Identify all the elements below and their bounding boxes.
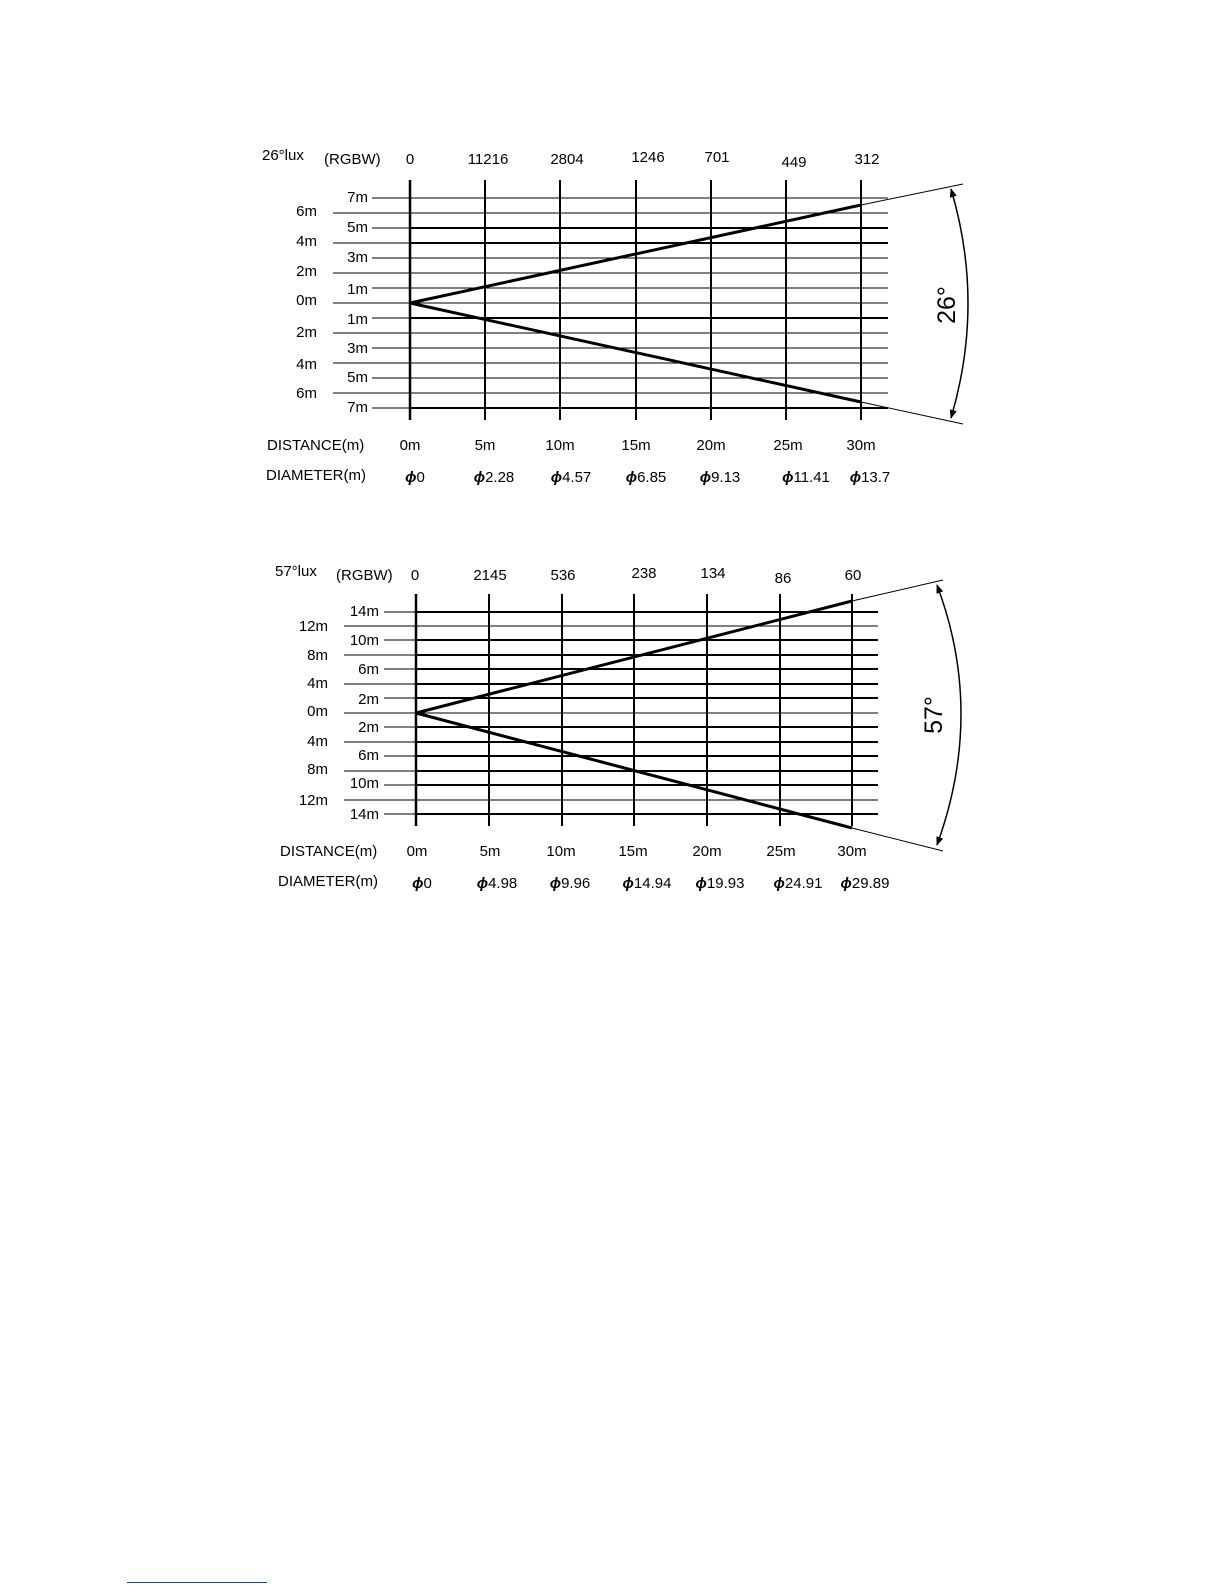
left-scale-label: 12m [298, 792, 328, 809]
distance-value: 5m [479, 843, 501, 860]
diameter-value: ϕ0 [405, 469, 425, 486]
diameter-value: ϕ4.98 [476, 875, 518, 892]
diameter-value: ϕ9.13 [699, 469, 741, 486]
distance-value: 20m [692, 843, 722, 860]
left-scale-label: 6m [296, 385, 317, 402]
diameter-value: ϕ13.7 [849, 469, 891, 486]
inner-scale-label: 14m [349, 806, 379, 823]
lux-value: 0 [405, 151, 415, 168]
inner-scale-label: 5m [347, 369, 368, 386]
lux-value: 536 [550, 567, 576, 584]
inner-scale-label: 7m [347, 399, 368, 416]
lux-value: 238 [631, 565, 657, 582]
lux-label: 57°lux [275, 563, 317, 580]
left-scale-label: 2m [296, 263, 317, 280]
distance-value: 10m [546, 843, 576, 860]
rgbw-label: (RGBW) [336, 567, 393, 584]
left-scale-label: 12m [298, 618, 328, 635]
distance-value: 0m [406, 843, 428, 860]
diameter-value: ϕ4.57 [550, 469, 592, 486]
left-scale-label: 6m [296, 203, 317, 220]
distance-value: 10m [545, 437, 575, 454]
lux-value: 701 [704, 149, 730, 166]
left-scale-label: 0m [307, 703, 328, 720]
left-scale-label: 8m [307, 761, 328, 778]
distance-title: DISTANCE(m) [280, 843, 378, 860]
distance-value: 0m [399, 437, 421, 454]
beam-extension-lower [861, 402, 963, 424]
diameter-title: DIAMETER(m) [266, 467, 366, 484]
footer-rule [127, 1582, 267, 1583]
distance-value: 15m [621, 437, 651, 454]
distance-value: 25m [773, 437, 803, 454]
left-scale-label: 8m [307, 647, 328, 664]
angle-label: 26° [933, 286, 961, 324]
beam-diagram-57 [275, 563, 961, 892]
distance-value: 30m [837, 843, 867, 860]
diameter-value: ϕ14.94 [622, 875, 672, 892]
inner-scale-label: 2m [358, 719, 379, 736]
inner-scale-label: 5m [347, 219, 368, 236]
diameter-title: DIAMETER(m) [278, 873, 378, 890]
distance-value: 20m [696, 437, 726, 454]
inner-scale-label: 1m [347, 311, 368, 328]
lux-value: 86 [774, 570, 792, 587]
left-scale-label: 4m [307, 733, 328, 750]
diameter-value: ϕ24.91 [773, 875, 823, 892]
lux-label: 26°lux [262, 147, 304, 164]
inner-scale-label: 3m [347, 249, 368, 266]
lux-value: 2804 [550, 151, 584, 168]
angle-label: 57° [920, 696, 948, 734]
diameter-value: ϕ29.89 [840, 875, 890, 892]
lux-value: 0 [410, 567, 420, 584]
beam-extension-upper [852, 580, 943, 601]
distance-title: DISTANCE(m) [267, 437, 365, 454]
lux-value: 1246 [631, 149, 665, 166]
diameter-value: ϕ0 [412, 875, 432, 892]
distance-value: 5m [474, 437, 496, 454]
distance-value: 30m [846, 437, 876, 454]
inner-scale-label: 10m [349, 632, 379, 649]
left-scale-label: 4m [307, 675, 328, 692]
lux-value: 60 [844, 567, 862, 584]
beam-diagram-26 [262, 147, 968, 486]
diameter-value: ϕ11.41 [782, 469, 830, 486]
inner-scale-label: 3m [347, 340, 368, 357]
rgbw-label: (RGBW) [324, 151, 381, 168]
lux-value: 449 [781, 154, 807, 171]
inner-scale-label: 6m [358, 661, 379, 678]
left-scale-label: 4m [296, 233, 317, 250]
diameter-value: ϕ19.93 [695, 875, 745, 892]
inner-scale-label: 7m [347, 189, 368, 206]
left-scale-label: 0m [296, 292, 317, 309]
diameter-value: ϕ2.28 [473, 469, 515, 486]
lux-value: 134 [700, 565, 726, 582]
beam-extension-upper [861, 184, 963, 205]
lux-value: 312 [854, 151, 880, 168]
inner-scale-label: 2m [358, 691, 379, 708]
left-scale-label: 2m [296, 324, 317, 341]
inner-scale-label: 1m [347, 281, 368, 298]
distance-value: 25m [766, 843, 796, 860]
inner-scale-label: 6m [358, 747, 379, 764]
diameter-value: ϕ9.96 [549, 875, 591, 892]
inner-scale-label: 10m [349, 775, 379, 792]
distance-value: 15m [618, 843, 648, 860]
diameter-value: ϕ6.85 [625, 469, 667, 486]
left-scale-label: 4m [296, 356, 317, 373]
lux-value: 11216 [467, 151, 509, 168]
inner-scale-label: 14m [349, 603, 379, 620]
lux-value: 2145 [473, 567, 507, 584]
